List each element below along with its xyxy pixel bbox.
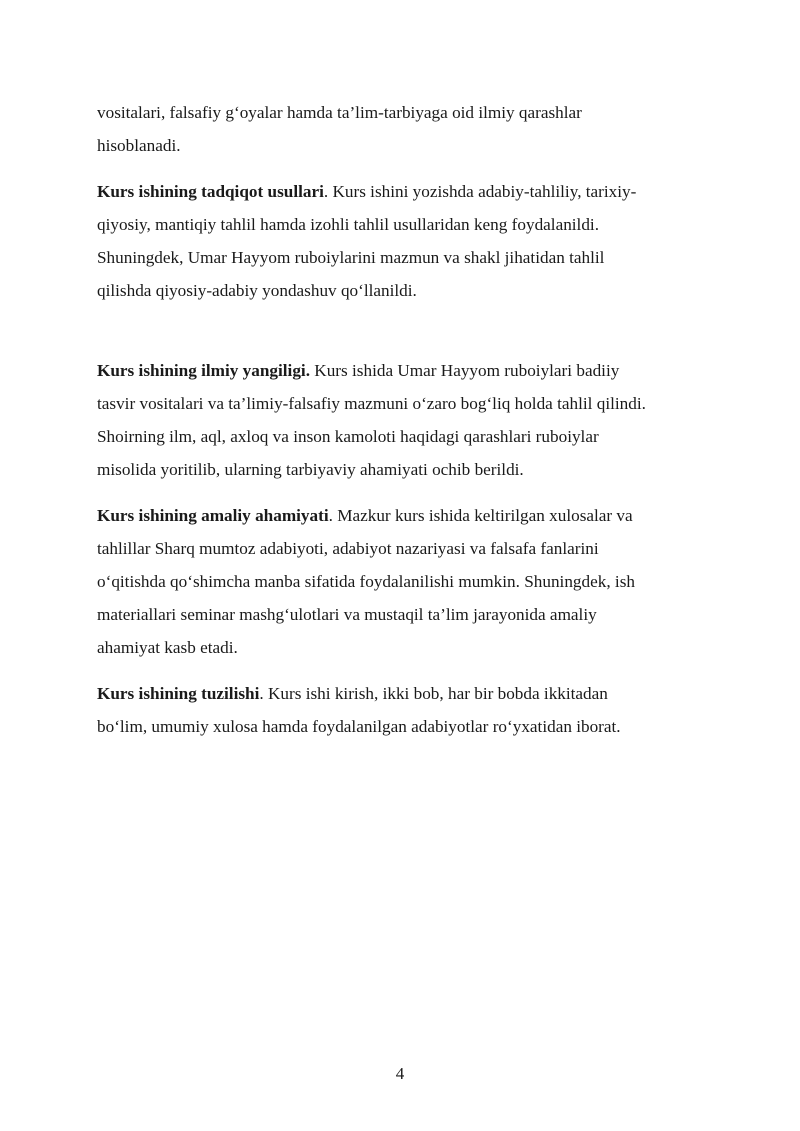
methods-heading: Kurs ishining tadqiqot usullari (97, 182, 324, 201)
text-line: qilishda qiyosiy-adabiy yondashuv qo‘llanildi. (97, 281, 417, 300)
text-fragment: Kurs ishida Umar Hayyom ruboiylari badiiy (310, 361, 620, 380)
text-line: tasvir vositalari va ta’limiy-falsafiy mazmuni o‘zaro bog‘liq holda tahlil qilindi. (97, 394, 646, 413)
text-fragment: . Kurs ishi kirish, ikki bob, har bir bobda ikkitadan (259, 684, 608, 703)
text-line (97, 354, 707, 387)
text-line (97, 175, 707, 208)
intro-paragraph (97, 96, 707, 162)
page-number: 4 (395, 1064, 405, 1083)
novelty-paragraph (97, 354, 707, 486)
practical-paragraph (97, 499, 707, 664)
text-line (97, 499, 707, 532)
text-line: Shoirning ilm, aql, axloq va inson kamoloti haqidagi qarashlari ruboiylar (97, 427, 599, 446)
text-line: materiallari seminar mashg‘ulotlari va mustaqil ta’lim jarayonida amaliy (97, 605, 597, 624)
text-line (97, 677, 707, 710)
text-line: misolida yoritilib, ularning tarbiyaviy ahamiyati ochib berildi. (97, 460, 524, 479)
text-fragment: . Mazkur kurs ishida keltirilgan xulosalar va (328, 506, 633, 525)
methods-paragraph (97, 175, 707, 307)
practical-heading: Kurs ishining amaliy ahamiyati (97, 506, 329, 525)
text-line: qiyosiy, mantiqiy tahlil hamda izohli tahlil usullaridan keng foydalanildi. (97, 215, 600, 234)
structure-heading: Kurs ishining tuzilishi (97, 684, 260, 703)
document-body (97, 96, 707, 743)
novelty-heading: Kurs ishining ilmiy yangiligi. (97, 361, 310, 380)
text-line: ahamiyat kasb etadi. (97, 638, 238, 657)
text-line: Shuningdek, Umar Hayyom ruboiylarini mazmun va shakl jihatidan tahlil (97, 248, 605, 267)
text-line: vositalari, falsafiy g‘oyalar hamda ta’lim-tarbiyaga oid ilmiy qarashlar (97, 103, 582, 122)
text-line: tahlillar Sharq mumtoz adabiyoti, adabiyot nazariyasi va falsafa fanlarini (97, 539, 599, 558)
text-line: o‘qitishda qo‘shimcha manba sifatida foydalanilishi mumkin. Shuningdek, ish (97, 572, 635, 591)
structure-paragraph (97, 677, 707, 743)
text-fragment: . Kurs ishini yozishda adabiy-tahliliy, tarixiy- (323, 182, 637, 201)
text-line: bo‘lim, umumiy xulosa hamda foydalanilgan adabiyotlar ro‘yxatidan iborat. (97, 717, 621, 736)
text-line: hisoblanadi. (97, 136, 181, 155)
